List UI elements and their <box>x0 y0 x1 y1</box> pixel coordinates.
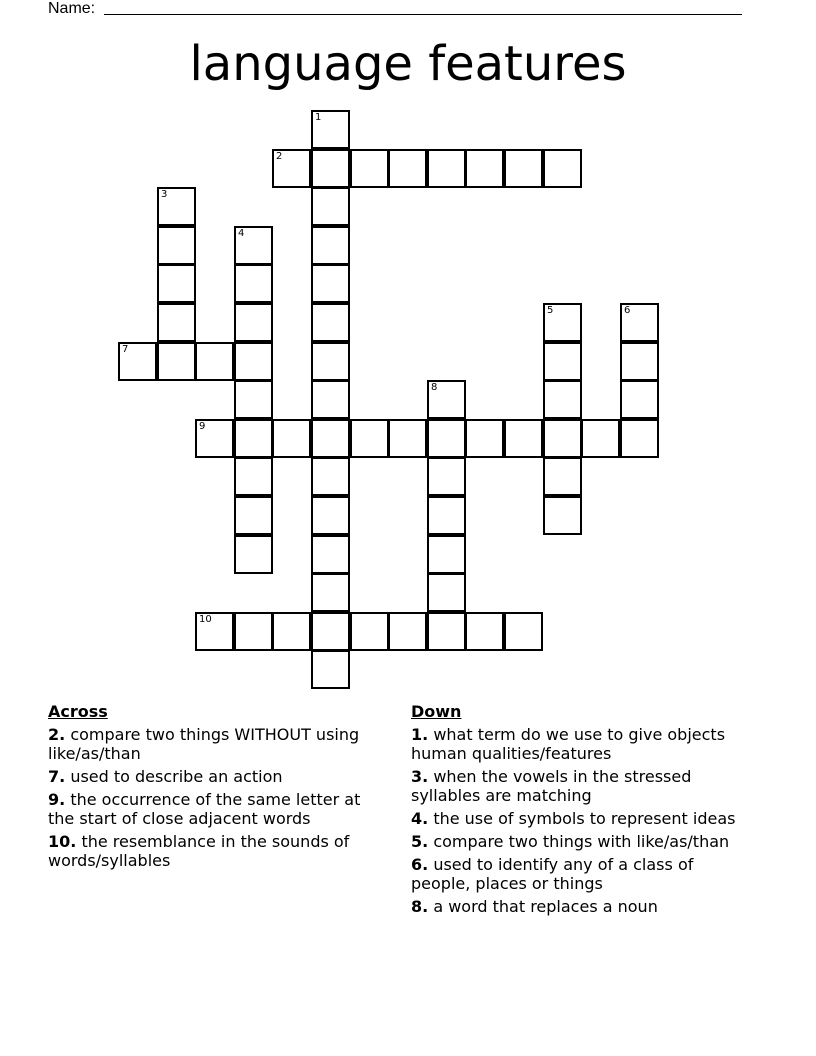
down-clue <box>411 725 741 763</box>
crossword-cell[interactable] <box>157 342 196 381</box>
crossword-cell[interactable] <box>427 535 466 574</box>
crossword-cell[interactable] <box>234 535 273 574</box>
down-clue <box>411 767 741 805</box>
crossword-cell[interactable] <box>195 612 234 651</box>
clue-number: 1. <box>411 725 429 744</box>
across-clue <box>48 790 388 828</box>
across-clue <box>48 725 388 763</box>
crossword-cell[interactable] <box>311 264 350 303</box>
clue-number: 4. <box>411 809 429 828</box>
crossword-cell[interactable] <box>157 226 196 265</box>
clue-text: used to describe an action <box>70 767 283 786</box>
down-clue <box>411 809 741 828</box>
clue-number: 10. <box>48 832 77 851</box>
clue-number: 5. <box>411 832 429 851</box>
crossword-cell[interactable] <box>427 380 466 419</box>
clue-text: a word that replaces a noun <box>433 897 658 916</box>
across-clue <box>48 832 388 870</box>
clue-number: 6. <box>411 855 429 874</box>
crossword-cell[interactable] <box>311 535 350 574</box>
clue-number-label: 4 <box>238 228 245 239</box>
crossword-cell[interactable] <box>620 380 659 419</box>
clue-number-label: 3 <box>161 189 168 200</box>
across-clues <box>48 702 388 874</box>
crossword-cell[interactable] <box>543 496 582 535</box>
crossword-cell[interactable] <box>620 342 659 381</box>
crossword-cell[interactable] <box>272 612 311 651</box>
down-clue <box>411 832 741 851</box>
crossword-cell[interactable] <box>427 573 466 612</box>
crossword-cell[interactable] <box>157 187 196 226</box>
crossword-cell[interactable] <box>195 419 234 458</box>
crossword-cell[interactable] <box>620 419 659 458</box>
crossword-cell[interactable] <box>234 380 273 419</box>
down-clues <box>411 702 741 920</box>
clue-text: compare two things WITHOUT using like/as/than <box>48 725 360 763</box>
crossword-cell[interactable] <box>311 342 350 381</box>
clue-number-label: 5 <box>547 305 554 316</box>
crossword-cell[interactable] <box>311 573 350 612</box>
crossword-cell[interactable] <box>311 650 350 689</box>
crossword-cell[interactable] <box>350 149 389 188</box>
crossword-cell[interactable] <box>157 303 196 342</box>
crossword-cell[interactable] <box>543 342 582 381</box>
crossword-cell[interactable] <box>234 496 273 535</box>
crossword-cell[interactable] <box>311 187 350 226</box>
crossword-cell[interactable] <box>234 264 273 303</box>
crossword-cell[interactable] <box>543 419 582 458</box>
crossword-cell[interactable] <box>543 457 582 496</box>
crossword-cell[interactable] <box>427 149 466 188</box>
crossword-cell[interactable] <box>581 419 620 458</box>
clue-number: 3. <box>411 767 429 786</box>
crossword-cell[interactable] <box>311 226 350 265</box>
crossword-cell[interactable] <box>543 149 582 188</box>
crossword-cell[interactable] <box>504 149 543 188</box>
crossword-cell[interactable] <box>388 612 427 651</box>
crossword-cell[interactable] <box>388 149 427 188</box>
clue-number: 9. <box>48 790 66 809</box>
clue-number: 8. <box>411 897 429 916</box>
crossword-cell[interactable] <box>311 419 350 458</box>
crossword-cell[interactable] <box>427 457 466 496</box>
crossword-cell[interactable] <box>388 419 427 458</box>
across-clue <box>48 767 388 786</box>
crossword-cell[interactable] <box>234 303 273 342</box>
crossword-cell[interactable] <box>311 612 350 651</box>
clue-text: the occurrence of the same letter at the start of close adjacent words <box>48 790 361 828</box>
crossword-cell[interactable] <box>157 264 196 303</box>
clue-number-label: 8 <box>431 382 438 393</box>
crossword-cell[interactable] <box>234 612 273 651</box>
across-heading: Across <box>48 702 108 721</box>
crossword-cell[interactable] <box>465 419 504 458</box>
crossword-cell[interactable] <box>234 226 273 265</box>
clue-text: the use of symbols to represent ideas <box>433 809 736 828</box>
crossword-cell[interactable] <box>504 419 543 458</box>
down-clue <box>411 897 741 916</box>
clue-number-label: 6 <box>624 305 631 316</box>
crossword-cell[interactable] <box>311 303 350 342</box>
clue-text: used to identify any of a class of people, places or things <box>411 855 694 893</box>
crossword-cell[interactable] <box>311 149 350 188</box>
clue-number: 2. <box>48 725 66 744</box>
clue-number-label: 7 <box>122 344 129 355</box>
clue-text: compare two things with like/as/than <box>433 832 730 851</box>
crossword-cell[interactable] <box>234 342 273 381</box>
crossword-cell[interactable] <box>311 496 350 535</box>
crossword-cell[interactable] <box>620 303 659 342</box>
crossword-cell[interactable] <box>350 612 389 651</box>
name-label: Name: <box>48 0 96 17</box>
crossword-cell[interactable] <box>311 457 350 496</box>
clue-number-label: 2 <box>276 151 283 162</box>
page-title: language features <box>189 36 627 92</box>
crossword-cell[interactable] <box>311 380 350 419</box>
crossword-cell[interactable] <box>234 419 273 458</box>
crossword-cell[interactable] <box>427 496 466 535</box>
crossword-cell[interactable] <box>427 419 466 458</box>
clue-text: when the vowels in the stressed syllables are matching <box>411 767 692 805</box>
crossword-cell[interactable] <box>272 419 311 458</box>
clue-text: the resemblance in the sounds of words/syllables <box>48 832 350 870</box>
crossword-cell[interactable] <box>118 342 157 381</box>
crossword-cell[interactable] <box>427 612 466 651</box>
crossword-cell[interactable] <box>543 303 582 342</box>
crossword-cell[interactable] <box>234 457 273 496</box>
crossword-cell[interactable] <box>350 419 389 458</box>
clue-text: what term do we use to give objects human qualities/features <box>411 725 726 763</box>
crossword-cell[interactable] <box>272 149 311 188</box>
crossword-cell[interactable] <box>465 149 504 188</box>
clue-number: 7. <box>48 767 66 786</box>
crossword-cell[interactable] <box>465 612 504 651</box>
clue-number-label: 9 <box>199 421 206 432</box>
down-clue <box>411 855 741 893</box>
crossword-cell[interactable] <box>195 342 234 381</box>
clue-number-label: 1 <box>315 112 322 123</box>
crossword-cell[interactable] <box>504 612 543 651</box>
down-heading: Down <box>411 702 462 721</box>
crossword-cell[interactable] <box>543 380 582 419</box>
crossword-cell[interactable] <box>311 110 350 149</box>
clue-number-label: 10 <box>199 614 212 625</box>
